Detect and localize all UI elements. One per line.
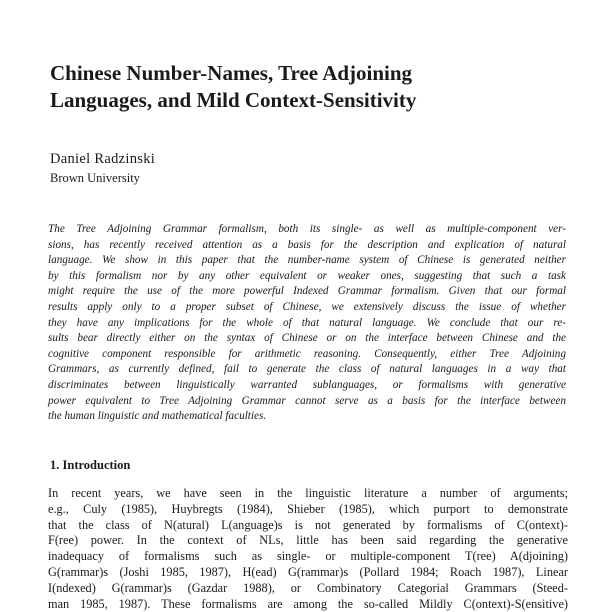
body-paragraph xyxy=(48,486,568,612)
abstract-line: by this formalism nor by any other equivalent or weaker ones, suggesting that such a task xyxy=(48,269,566,282)
body-line: G(rammar)s (Joshi 1985, 1987), H(ead) G(rammar)s (Pollard 1984; Roach 1987), Linear xyxy=(48,564,568,579)
abstract-line: might require the use of the more powerful Indexed Grammar formalism. Given that our formal xyxy=(48,285,566,298)
section-heading: 1. Introduction xyxy=(50,458,131,472)
abstract-line: power equivalent to Tree Adjoining Grammar cannot serve as a basis for the interface between xyxy=(48,394,566,407)
abstract xyxy=(48,222,566,425)
body-line: that the class of N(atural) L(anguage)s is not generated by formalisms of C(ontext)- xyxy=(48,517,568,532)
author-affiliation: Brown University xyxy=(50,171,140,185)
author-name: Daniel Radzinski xyxy=(50,151,156,167)
body-line: e.g., Culy (1985), Huybregts (1984), Shieber (1985), which purport to demonstrate xyxy=(48,501,568,516)
abstract-line: cognitive component responsible for arithmetic reasoning. Consequently, either Tree Adjoining xyxy=(48,347,566,360)
abstract-line: they have any implications for the whole of that natural language. We conclude that our re- xyxy=(48,316,566,329)
title-line-1: Chinese Number-Names, Tree Adjoining xyxy=(50,61,413,85)
body-line: In recent years, we have seen in the linguistic literature a number of arguments; xyxy=(48,486,568,500)
paper-title xyxy=(50,60,570,114)
abstract-line: sults bear directly either on the syntax of Chinese or on the interface between Chinese and the xyxy=(48,332,566,345)
title-line-2: Languages, and Mild Context-Sensitivity xyxy=(50,88,417,112)
abstract-line: results apply only to a proper subset of Chinese, we extensively discuss the issue of whether xyxy=(48,300,566,313)
abstract-line: language. We show in this paper that the number-name system of Chinese is generated neither xyxy=(48,254,566,267)
body-line: inadequacy of formalisms such as single- or multiple-component T(ree) A(djoining) xyxy=(48,549,568,564)
abstract-line: The Tree Adjoining Grammar formalism, both its single- as well as multiple-component ver- xyxy=(48,223,566,235)
abstract-line: discriminates between linguistically warranted sublanguages, or formalisms with generative xyxy=(48,378,566,391)
body-line: I(ndexed) G(rammar)s (Gazdar 1988), or Combinatory Categorial Grammars (Steed- xyxy=(48,580,568,595)
body-line: F(ree) power. In the context of NLs, little has been said regarding the generative xyxy=(48,533,568,548)
abstract-line: the human linguistic and mathematical faculties. xyxy=(48,410,267,423)
abstract-line: Grammars, as currently defined, fail to generate the class of natural languages in a way that xyxy=(48,363,566,376)
body-line: man 1985, 1987). These formalisms are among the so-called Mildly C(ontext)-S(ensitive) xyxy=(48,596,568,611)
abstract-line: sions, has recently received attention as a basis for the description and explication of natural xyxy=(48,238,566,251)
